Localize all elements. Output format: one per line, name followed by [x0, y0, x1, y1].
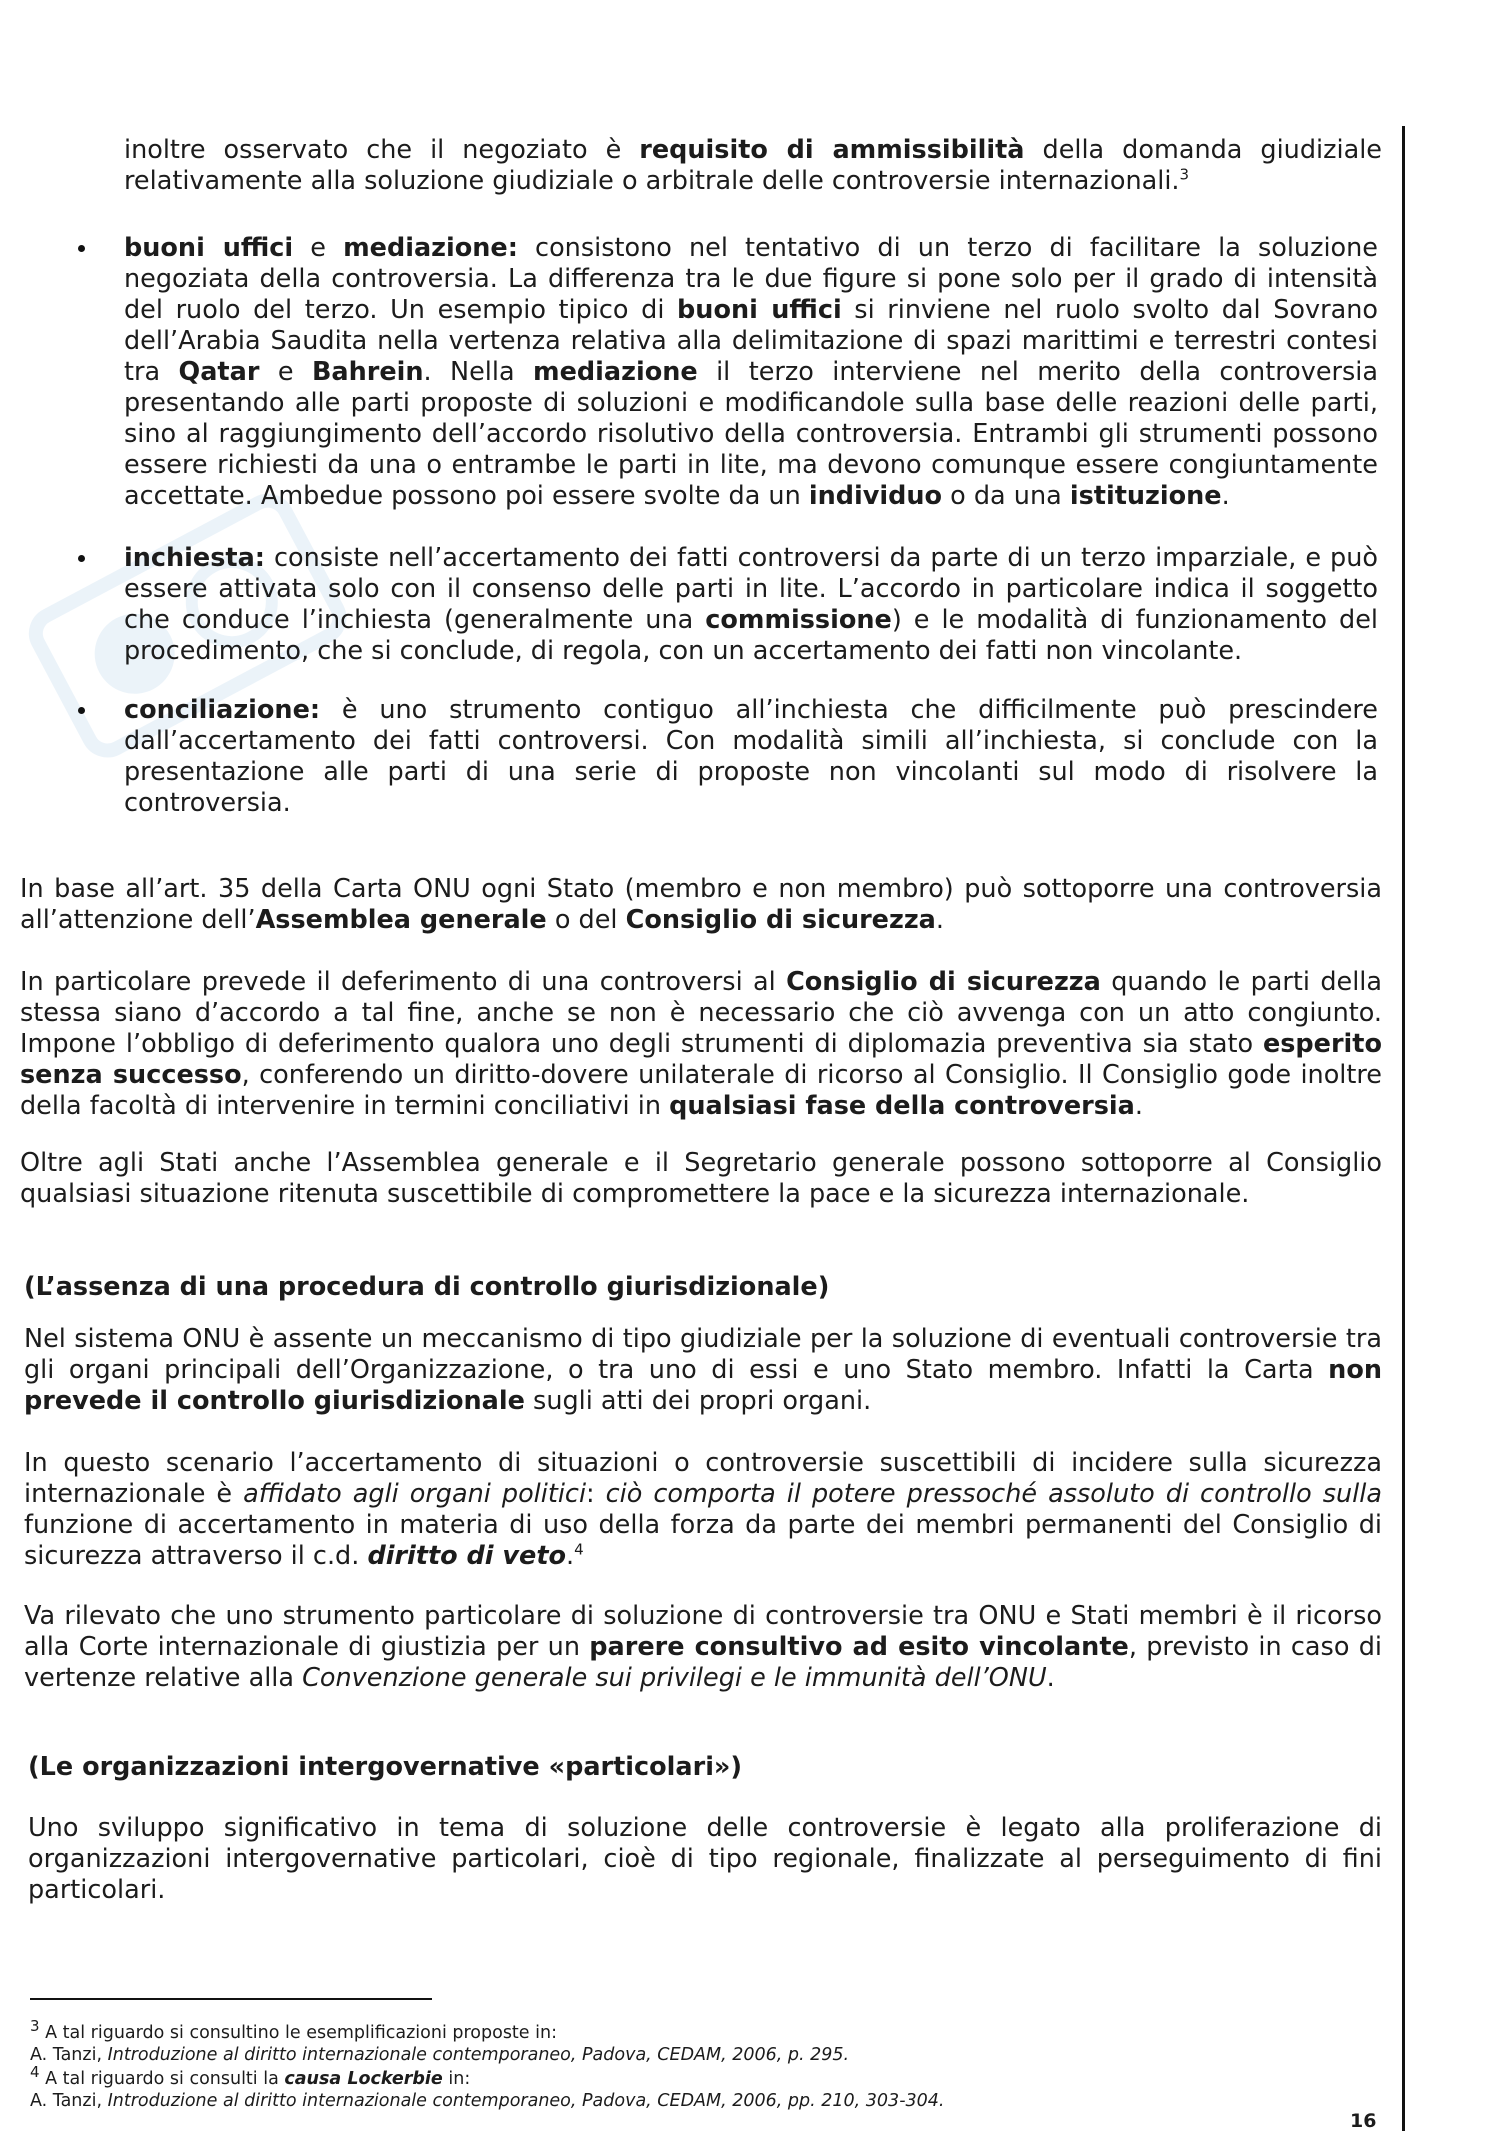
italic: Convenzione generale sui privilegi e le immunità dell’ONU — [302, 1663, 1047, 1693]
text: In questo scenario l’accertamento di situazioni o controversie suscettibili di incidere sulla sicurezza internazionale è — [24, 1448, 1382, 1509]
bullet-conciliazione — [78, 695, 1378, 819]
margin-rule — [1402, 126, 1405, 2131]
intro-paragraph — [124, 135, 1382, 197]
bold: mediazione — [533, 357, 698, 387]
text: il terzo interviene nel merito della controversia presentando alle parti proposte di soluzioni e modificandole sulla base delle reazioni delle parti, sino al raggiungimento dell’accordo risolutivo della controversia. Entrambi gli strumenti possono essere richiesti da una o entrambe le parti in lite, ma devono comunque essere congiuntamente accettate. Ambedue possono poi essere svolte da un — [124, 357, 1378, 511]
author: A. Tanzi, — [30, 2091, 108, 2111]
footnote-3 — [30, 2017, 1330, 2066]
bold: Consiglio di sicurezza — [625, 905, 936, 935]
footnote-ref-3[interactable]: 3 — [1179, 165, 1190, 184]
italic: affidato agli organi politici — [243, 1479, 587, 1509]
paragraph-assemblea — [20, 1148, 1382, 1210]
term-conciliazione: conciliazione: — [124, 695, 321, 725]
bold-italic: causa Lockerbie — [284, 2069, 443, 2089]
text: Nel sistema ONU è assente un meccanismo di tipo giudiziale per la soluzione di eventuali controversie tra gli organi principali dell’Organizzazione, o tra uno di essi e uno Stato membro. Infatti la Carta — [24, 1324, 1382, 1385]
text: . — [1046, 1663, 1055, 1693]
text: è uno strumento contiguo all’inchiesta che difficilmente può prescindere dall’accertamento dei fatti controversi. Con modalità simili all’inchiesta, si conclude con la presentazione alle parti di una serie di proposte non vincolanti sul modo di risolvere la controversia. — [124, 695, 1378, 818]
text: . — [935, 905, 944, 935]
footnote-number: 3 — [30, 2017, 40, 2036]
bullet-icon — [78, 555, 85, 562]
bullet-inchiesta — [78, 543, 1378, 667]
section-heading-controllo: (L’assenza di una procedura di controllo giurisdizionale) — [24, 1272, 830, 1302]
text: Uno sviluppo significativo in tema di soluzione delle controversie è legato alla proliferazione di organizzazioni intergovernative particolari, cioè di tipo regionale, finalizzate al perseguimento di fini particolari. — [28, 1813, 1382, 1905]
term-mediazione: mediazione: — [343, 233, 518, 263]
text: , previsto in caso di vertenze relative alla — [24, 1632, 1382, 1693]
text: ) e le modalità di funzionamento del procedimento, che si conclude, di regola, con un accertamento dei fatti non vincolante. — [124, 605, 1378, 666]
term-buoni-uffici: buoni uffici — [124, 233, 294, 263]
text: In particolare prevede il deferimento di una controversi al — [20, 967, 787, 997]
bold: esperito senza successo — [20, 1029, 1382, 1090]
text: . — [1134, 1091, 1143, 1121]
text: consiste nell’accertamento dei fatti controversi da parte di un terzo imparziale, e può essere attivata solo con il consenso delle parti in lite. L’accordo in particolare indica il soggetto che conduce l’inchiesta (generalmente una — [124, 543, 1378, 635]
author: A. Tanzi, — [30, 2045, 108, 2065]
text: : — [586, 1479, 606, 1509]
bold: qualsiasi fase della controversia — [669, 1091, 1135, 1121]
paragraph-sviluppo — [28, 1813, 1382, 1906]
footnote-number: 4 — [30, 2063, 40, 2082]
bold: istituzione — [1069, 481, 1222, 511]
text: , conferendo un diritto-dovere unilaterale di ricorso al Consiglio. Il Consiglio gode inoltre della facoltà di intervenire in termini conciliativi in — [20, 1060, 1382, 1121]
text: sugli atti dei propri organi. — [524, 1386, 872, 1416]
text: Va rilevato che uno strumento particolare di soluzione di controversie tra ONU e Stati membri è il ricorso alla Corte internazionale di giustizia per un — [24, 1601, 1382, 1662]
section-heading-organizzazioni: (Le organizzazioni intergovernative «particolari») — [28, 1752, 743, 1782]
intro-text-2: della domanda giudiziale relativamente alla soluzione giudiziale o arbitrale delle controversie internazionali. — [124, 135, 1382, 196]
bold-italic: diritto di veto — [367, 1541, 567, 1571]
paragraph-scenario — [24, 1448, 1382, 1572]
bold: Qatar — [178, 357, 260, 387]
paragraph-art-35 — [20, 874, 1382, 936]
bold: non prevede il controllo giurisdizionale — [24, 1355, 1382, 1416]
bold: individuo — [808, 481, 943, 511]
footnote-4 — [30, 2063, 1330, 2112]
paragraph-corte — [24, 1601, 1382, 1694]
conj: e — [293, 233, 344, 263]
footnote-separator — [30, 1998, 432, 2000]
intro-bold: requisito di ammissibilità — [639, 135, 1025, 165]
term-inchiesta: inchiesta: — [124, 543, 265, 573]
text: funzione di accertamento in materia di uso della forza da parte dei membri permanenti del Consiglio di sicurezza attraverso il c.d. — [24, 1510, 1382, 1571]
text: . — [566, 1541, 575, 1571]
page-number: 16 — [1350, 2110, 1377, 2132]
text: . — [1221, 481, 1230, 511]
bold: Bahrein — [311, 357, 424, 387]
text: . Nella — [423, 357, 534, 387]
text: o da una — [942, 481, 1070, 511]
reference: Introduzione al diritto internazionale contemporaneo, Padova, CEDAM, 2006, pp. 210, 303-304. — [107, 2091, 945, 2111]
reference: Introduzione al diritto internazionale contemporaneo, Padova, CEDAM, 2006, p. 295. — [107, 2045, 850, 2065]
bullet-icon — [78, 707, 85, 714]
text: In base all’art. 35 della Carta ONU ogni Stato (membro e non membro) può sottoporre una controversia all’attenzione dell’ — [20, 874, 1382, 935]
bold: buoni uffici — [677, 295, 842, 325]
paragraph-deferimento — [20, 967, 1382, 1122]
bold: parere consultivo ad esito vincolante — [589, 1632, 1129, 1662]
bullet-icon — [78, 245, 85, 252]
text: in: — [442, 2069, 471, 2089]
text: Oltre agli Stati anche l’Assemblea generale e il Segretario generale possono sottoporre al Consiglio qualsiasi situazione ritenuta suscettibile di compromettere la pace e la sicurezza internazionale. — [20, 1148, 1382, 1209]
bold: commissione — [705, 605, 892, 635]
paragraph-sistema-onu — [24, 1324, 1382, 1417]
text: quando le parti della stessa siano d’accordo a tal fine, anche se non è necessario che ciò avvenga con un atto congiunto. Impone l’obbligo di deferimento qualora uno degli strumenti di diplomazia preventiva sia stato — [20, 967, 1383, 1059]
footnote-ref-4[interactable]: 4 — [574, 1540, 584, 1559]
text: e — [259, 357, 312, 387]
text: si rinviene nel ruolo svolto dal Sovrano dell’Arabia Saudita nella vertenza relativa alla delimitazione di spazi marittimi e terrestri contesi tra — [124, 295, 1378, 387]
bullet-buoni-uffici — [78, 233, 1378, 512]
text: o del — [546, 905, 626, 935]
text: consistono nel tentativo di un terzo di facilitare la soluzione negoziata della controversia. La differenza tra le due figure si pone solo per il grado di intensità del ruolo del terzo. Un esempio tipico di — [124, 233, 1379, 325]
intro-text-1: inoltre osservato che il negoziato è — [124, 135, 640, 165]
text: A tal riguardo si consulti la — [39, 2069, 285, 2089]
bold: Assemblea generale — [255, 905, 547, 935]
text: A tal riguardo si consultino le esemplificazioni proposte in: — [39, 2023, 557, 2043]
italic: ciò comporta il potere pressoché assoluto di controllo sulla — [605, 1479, 1382, 1509]
bold: Consiglio di sicurezza — [786, 967, 1101, 997]
